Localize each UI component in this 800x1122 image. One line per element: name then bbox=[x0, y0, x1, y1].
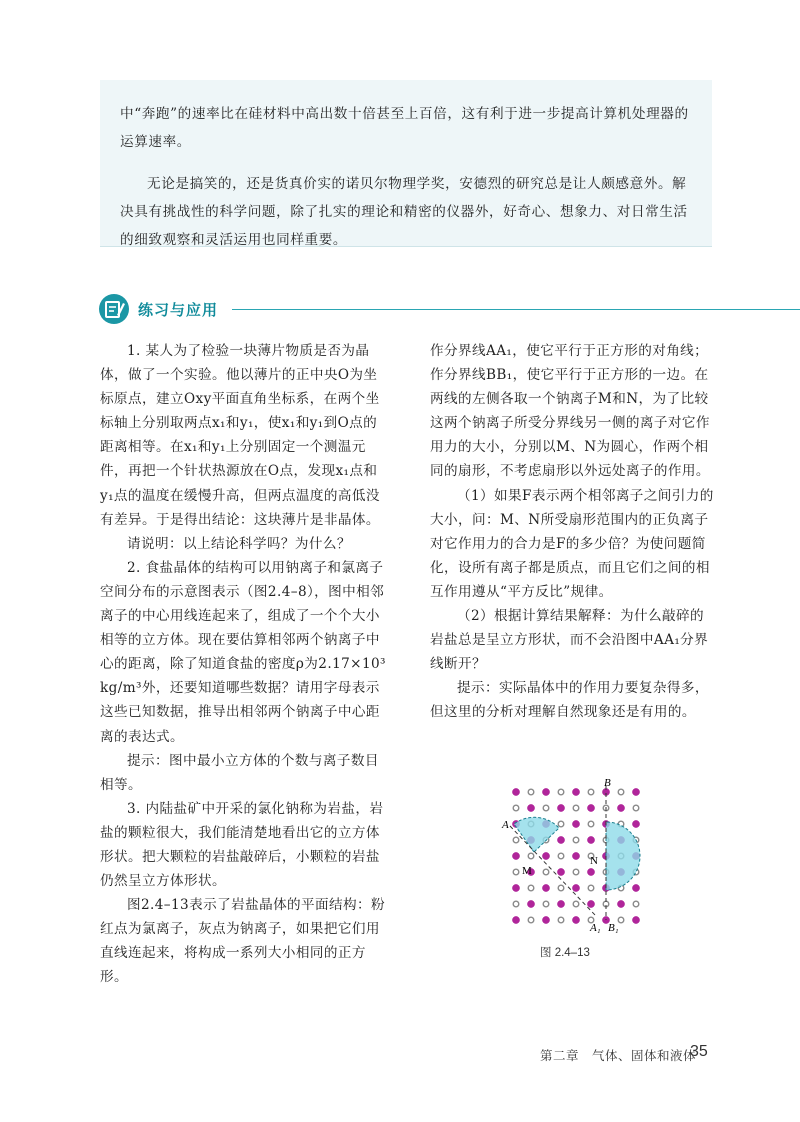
reading-box bbox=[100, 80, 712, 247]
sodium-ion bbox=[528, 789, 534, 795]
chlorine-ion bbox=[572, 916, 579, 923]
chlorine-ion bbox=[557, 868, 564, 875]
sodium-ion bbox=[558, 917, 564, 923]
sodium-ion bbox=[558, 789, 564, 795]
sodium-ion bbox=[513, 837, 519, 843]
label-b: B bbox=[604, 777, 611, 789]
exercise-paragraph: 作分界线AA₁，使它平行于正方形的对角线；作分界线BB₁，使它平行于正方形的一边。在两线的左侧各取一个钠离子M和N，为了比较这两个钠离子所受分界线另一侧的离子对它作用力的大小，分别以M、N为圆心，作两个相同的扇形，不考虑扇形以外远处离子的作用。 bbox=[430, 343, 710, 480]
exercise-paragraph: 2. 食盐晶体的结构可以用钠离子和氯离子空间分布的示意图表示（图2.4–8），图中相邻离子的中心用线连起来了，组成了一个个大小相等的立方体。现在要估算相邻两个钠离子中心的距离，除了知道食盐的密度ρ为2.17×10³ kg/m³外，还要知道哪些数据？请用字母表示这些已知数据，推导出相邻两个钠离子中心距离的表达式。 bbox=[100, 559, 386, 745]
chlorine-ion bbox=[527, 804, 534, 811]
sodium-ion bbox=[513, 805, 519, 811]
sodium-ion bbox=[558, 853, 564, 859]
reading-paragraph: 中“奔跑”的速率比在硅材料中高出数十倍甚至上百倍，这有利于进一步提高计算机处理器的运算速率。 bbox=[120, 106, 689, 150]
sodium-ion bbox=[573, 837, 579, 843]
chlorine-ion bbox=[632, 916, 639, 923]
chlorine-ion bbox=[572, 884, 579, 891]
reading-paragraph: 无论是搞笑的，还是货真价实的诺贝尔物理学奖，安德烈的研究总是让人颇感意外。解决具有挑战性的科学问题，除了扎实的理论和精密的仪器外，好奇心、想象力、对日常生活的细致观察和灵活运用也同样重要。 bbox=[120, 176, 688, 248]
hint-paragraph: 提示：图中最小立方体的个数与离子数目相等。 bbox=[100, 752, 379, 793]
sodium-ion bbox=[528, 885, 534, 891]
right-column bbox=[430, 339, 714, 725]
rock-salt-lattice-figure bbox=[494, 776, 644, 936]
sodium-ion bbox=[513, 901, 519, 907]
page-number: 35 bbox=[690, 1043, 708, 1060]
exercise-paragraph: 1. 某人为了检验一块薄片物质是否为晶体，做了一个实验。他以薄片的正中央O为坐标原点，建立Oxy平面直角坐标系，在两个坐标轴上分别取两点x₁和y₁，使x₁和y₁到O点的距离相等。在x₁和y₁上分别固定一个测温元件，再把一个针状热源放在O点，发现x₁点和y₁点的温度在缓慢升高，但两点温度的高低没有差异。于是得出结论：这块薄片是非晶体。 bbox=[100, 343, 380, 528]
chlorine-ion bbox=[587, 868, 594, 875]
chlorine-ion bbox=[557, 900, 564, 907]
chlorine-ion bbox=[617, 900, 624, 907]
sodium-ion bbox=[558, 885, 564, 891]
sodium-ion bbox=[573, 869, 579, 875]
chlorine-ion bbox=[542, 788, 549, 795]
chlorine-ion bbox=[587, 900, 594, 907]
label-a: A bbox=[502, 819, 509, 831]
sodium-ion bbox=[618, 789, 624, 795]
chlorine-ion bbox=[557, 804, 564, 811]
exercise-paragraph: 请说明：以上结论科学吗？为什么？ bbox=[127, 535, 351, 552]
chapter-footer: 第二章 气体、固体和液体 bbox=[540, 1048, 697, 1063]
section-title: 练习与应用 bbox=[138, 301, 219, 319]
chlorine-ion bbox=[632, 820, 639, 827]
sodium-ion bbox=[588, 789, 594, 795]
left-column bbox=[100, 339, 390, 990]
chlorine-ion bbox=[632, 788, 639, 795]
sodium-ion bbox=[588, 821, 594, 827]
sodium-ion bbox=[558, 821, 564, 827]
sector-m bbox=[514, 817, 559, 852]
chlorine-ion bbox=[587, 804, 594, 811]
chlorine-ion bbox=[632, 884, 639, 891]
sodium-ion bbox=[588, 885, 594, 891]
question-paragraph: （2）根据计算结果解释：为什么敲碎的岩盐总是呈立方形状，而不会沿图中AA₁分界线断开？ bbox=[430, 608, 709, 673]
label-a1: A₁ bbox=[590, 922, 601, 934]
chlorine-ion bbox=[587, 836, 594, 843]
sodium-ion bbox=[633, 805, 639, 811]
sodium-ion bbox=[543, 805, 549, 811]
hint-paragraph: 提示：实际晶体中的作用力要复杂得多，但这里的分析对理解自然现象还是有用的。 bbox=[430, 680, 709, 721]
section-divider bbox=[232, 309, 800, 310]
chlorine-ion bbox=[512, 852, 519, 859]
sodium-ion bbox=[573, 805, 579, 811]
sodium-ion bbox=[543, 869, 549, 875]
chlorine-ion bbox=[572, 820, 579, 827]
sector-n bbox=[606, 822, 640, 890]
chlorine-ion bbox=[542, 852, 549, 859]
chlorine-ion bbox=[617, 804, 624, 811]
label-b1: B₁ bbox=[608, 922, 619, 934]
pencil-notebook-icon bbox=[98, 293, 130, 325]
label-m: M bbox=[522, 865, 532, 877]
sodium-ion bbox=[633, 901, 639, 907]
chlorine-ion bbox=[572, 788, 579, 795]
chlorine-ion bbox=[512, 884, 519, 891]
question-paragraph: （1）如果F表示两个相邻离子之间引力的大小，问：M、N所受扇形范围内的正负离子对它作用力的合力是F的多少倍？为使问题简化，设所有离子都是质点，而且它们之间的相互作用遵从“平方反比”规律。 bbox=[430, 487, 714, 600]
figure-caption: 图 2.4–13 bbox=[540, 947, 590, 959]
label-n: N bbox=[590, 855, 598, 867]
sodium-ion bbox=[618, 917, 624, 923]
sodium-ion bbox=[543, 901, 549, 907]
sodium-ion bbox=[513, 869, 519, 875]
chlorine-ion bbox=[557, 836, 564, 843]
sodium-ion bbox=[528, 853, 534, 859]
exercise-paragraph: 3. 内陆盐矿中开采的氯化钠称为岩盐，岩盐的颗粒很大，我们能清楚地看出它的立方体形状。把大颗粒的岩盐敲碎后，小颗粒的岩盐仍然呈立方体形状。 bbox=[100, 800, 384, 890]
exercise-paragraph: 图2.4–13表示了岩盐晶体的平面结构：粉红点为氯离子，灰点为钠离子，如果把它们用直线连起来，将构成一系列大小相同的正方形。 bbox=[100, 897, 386, 986]
chlorine-ion bbox=[512, 788, 519, 795]
chlorine-ion bbox=[572, 852, 579, 859]
sodium-ion bbox=[528, 917, 534, 923]
chlorine-ion bbox=[512, 916, 519, 923]
chlorine-ion bbox=[542, 916, 549, 923]
chlorine-ion bbox=[542, 884, 549, 891]
sodium-ion bbox=[573, 901, 579, 907]
chlorine-ion bbox=[527, 900, 534, 907]
